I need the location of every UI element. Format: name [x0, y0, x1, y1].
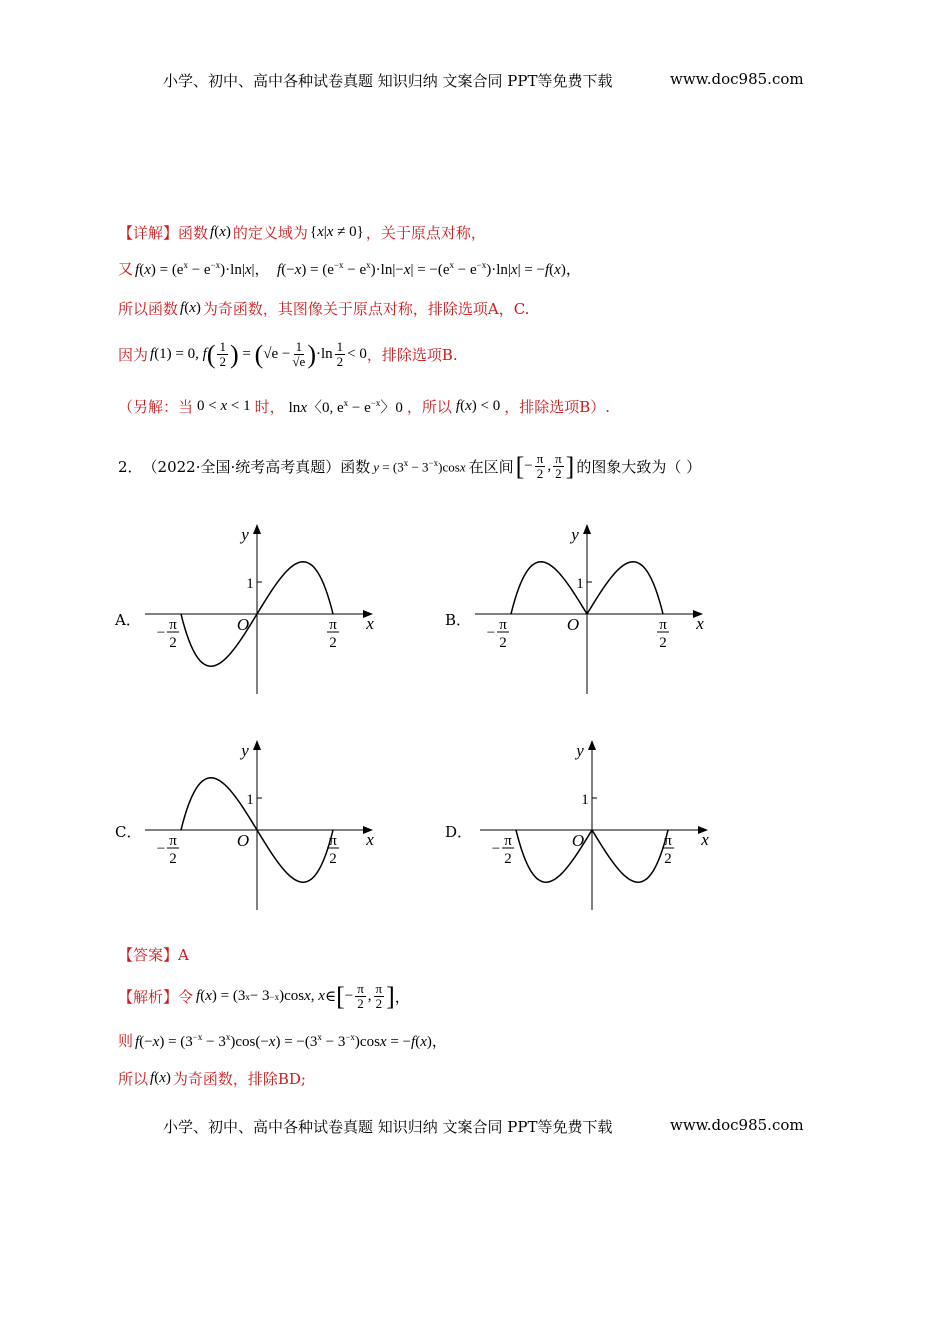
graph-d-neg-half-pi-minus: − — [491, 841, 501, 857]
graph-b-label-o: O — [566, 615, 580, 634]
graph-d-label-1: 1 — [581, 792, 589, 808]
math-fx: f(x) — [180, 300, 201, 316]
answer-value: A — [178, 945, 189, 964]
detail-text: ，排除选项B. — [366, 346, 458, 364]
analysis-line-1 — [118, 982, 410, 1011]
graph-c-label-1: 1 — [246, 792, 254, 808]
math-expr-5: f ( x ) = (3 x − 3 −x )cos x , x ∈ [ − $\frac{\pi}{2}$ , $\frac{\pi}{2}$ ] ， — [196, 981, 410, 1011]
option-label[interactable]: D． — [445, 823, 473, 841]
option-label[interactable]: C． — [115, 823, 142, 841]
math-expr-6: $f(-x) = (3^{-x} - 3^x)\cos(-x) = -(3^x - 3^{-x})\cos x = -f(x)$， — [135, 1032, 447, 1050]
option-label[interactable]: B． — [445, 611, 472, 629]
analysis-text: 则 — [118, 1032, 134, 1050]
graph-b-y-arrow — [583, 524, 591, 534]
math-fx: f(x) — [210, 224, 231, 240]
graph-c-label-y: y — [241, 741, 249, 760]
detail-text: ，关于原点对称， — [365, 224, 486, 242]
header-link[interactable]: www.doc985.com — [670, 70, 804, 88]
math-expr-1: $f(x) = (e^x - e^{-x})\cdot\ln|x|$， $f(-x) = (e^{-x} - e^x)\cdot\ln|-x| = -(e^x - e^{-x})\cdot\ln|x| = -f(x)$， — [135, 260, 581, 278]
graph-b-label-x: x — [696, 614, 704, 633]
detail-tag: 【详解】 — [118, 224, 179, 242]
detail-text: 因为 — [118, 346, 149, 364]
math-expr-2: f (1) = 0, f ( $\frac{1}{2}$ ) = ( √e − $\frac{1}{√e}$ ) ·ln $\frac{1}{2}$ < 0 — [150, 339, 367, 369]
graph-d-label-o: O — [571, 831, 585, 850]
graph-a-label-y: y — [241, 525, 249, 544]
analysis-line-3 — [118, 1068, 306, 1089]
footer-text — [163, 1116, 613, 1137]
question-text: 在区间 — [468, 458, 514, 476]
detail-text: 时， — [254, 398, 285, 416]
graph-c-label-x: x — [366, 830, 374, 849]
math-fx: f(x) — [150, 1070, 171, 1086]
graph-d-neg-half-pi-pi: π — [504, 833, 512, 849]
question-text: （2022·全国·统考高考真题）函数 — [142, 458, 371, 476]
option-label[interactable]: A． — [115, 611, 141, 629]
math-interval: [ − $\frac{\pi}{2}$ , $\frac{\pi}{2}$ ] — [515, 451, 575, 481]
graph-d-y-arrow — [588, 740, 596, 750]
graph-a-neg-half-pi-two: 2 — [169, 635, 177, 651]
detail-text: 函数 — [178, 224, 209, 242]
detail-text: ，排除选项B）. — [504, 398, 610, 416]
graph-b-label-1: 1 — [576, 576, 584, 592]
graph-d-label-x: x — [701, 830, 709, 849]
detail-text: 的定义域为 — [232, 224, 308, 242]
graph-c-label-o: O — [236, 831, 250, 850]
analysis-line-2 — [118, 1030, 447, 1051]
graph-a-half-pi-pi: π — [329, 617, 337, 633]
detail-text: ，所以 — [406, 398, 452, 416]
analysis-text: 所以 — [118, 1070, 149, 1088]
math-expr-4: f(x) < 0 — [455, 398, 501, 414]
footer-url[interactable] — [670, 1116, 804, 1134]
graph-c-neg-half-pi-minus: − — [156, 841, 166, 857]
detail-text: 又 — [118, 260, 134, 278]
graph-c-neg-half-pi-two: 2 — [169, 851, 177, 867]
detail-text: （另解：当 — [118, 398, 194, 416]
analysis-tag: 【解析】 — [118, 988, 179, 1006]
graph-c-half-pi-pi: π — [329, 833, 337, 849]
question-text: 的图象大致为（ ） — [576, 458, 702, 476]
question-number: 2． — [118, 458, 143, 476]
math-domain: {x|x ≠ 0} — [309, 224, 364, 240]
answer-line — [118, 944, 189, 965]
graph-a-label-1: 1 — [246, 576, 254, 592]
graph-a-half-pi-two: 2 — [329, 635, 337, 651]
graph-d-half-pi-pi: π — [664, 833, 672, 849]
math-function: $y = (3^x - 3^{-x})\cos x$ — [373, 457, 466, 475]
footer-link[interactable]: www.doc985.com — [670, 1116, 804, 1134]
analysis-text: 令 — [178, 988, 194, 1006]
graph-d-neg-half-pi-two: 2 — [504, 851, 512, 867]
graph-b-neg-half-pi-minus: − — [486, 625, 496, 641]
header-left: 小学、初中、高中各种试卷真题 知识归纳 文案合同 PPT等免费下载 — [163, 72, 613, 90]
footer-left: 小学、初中、高中各种试卷真题 知识归纳 文案合同 PPT等免费下载 — [163, 1118, 613, 1136]
detail-text: 为奇函数，其图像关于原点对称，排除选项A，C. — [202, 300, 530, 318]
graph-b-label-y: y — [571, 525, 579, 544]
math-ineq: 0 < x < 1 — [197, 398, 251, 414]
answer-tag: 【答案】 — [118, 946, 179, 964]
graph-c-neg-half-pi-pi: π — [169, 833, 177, 849]
graph-b-half-pi-pi: π — [659, 617, 667, 633]
graph-b-neg-half-pi-two: 2 — [499, 635, 507, 651]
graph-b-neg-half-pi-pi: π — [499, 617, 507, 633]
graph-a-y-arrow — [253, 524, 261, 534]
detail-text: 所以函数 — [118, 300, 179, 318]
graph-c-half-pi-two: 2 — [329, 851, 337, 867]
analysis-text: 为奇函数，排除BD; — [172, 1070, 306, 1088]
graph-a-label-x: x — [366, 614, 374, 633]
graph-c-y-arrow — [253, 740, 261, 750]
graph-d-label-y: y — [576, 741, 584, 760]
graph-d-half-pi-two: 2 — [664, 851, 672, 867]
graph-a-neg-half-pi-pi: π — [169, 617, 177, 633]
graph-a-neg-half-pi-minus: − — [156, 625, 166, 641]
graph-b-half-pi-two: 2 — [659, 635, 667, 651]
graph-a-label-o: O — [236, 615, 250, 634]
math-expr-3: lnx〈0, $e^x - e^{-x}$〉0 — [288, 398, 403, 416]
